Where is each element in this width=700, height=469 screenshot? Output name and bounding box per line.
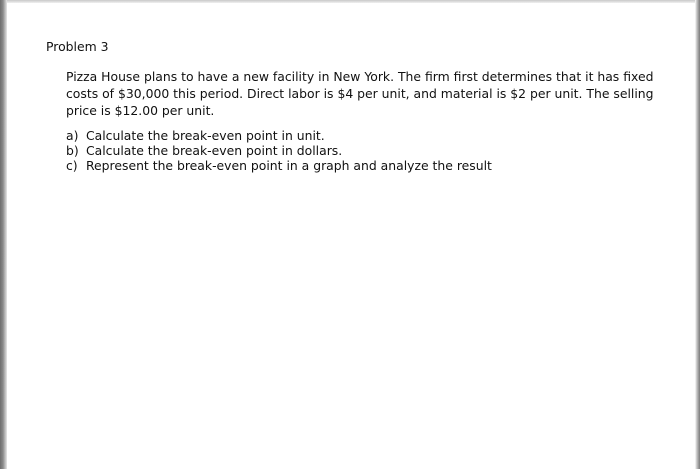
question-text: Calculate the break-even point in unit.: [86, 128, 325, 143]
question-marker: c): [66, 158, 78, 173]
statement-line: costs of $30,000 this period. Direct labor is $4 per unit, and material is $2 per unit. The selling: [66, 86, 654, 101]
right-scroll-edge: [695, 0, 700, 469]
question-list: [66, 128, 666, 173]
question-text: Calculate the break-even point in dollars.: [86, 143, 343, 158]
question-text: Represent the break-even point in a graph and analyze the result: [86, 158, 492, 173]
left-scroll-edge: [0, 0, 7, 469]
statement-line: price is $12.00 per unit.: [66, 103, 215, 118]
question-item: [66, 143, 666, 158]
document-page: [46, 38, 666, 173]
question-marker: b): [66, 143, 79, 158]
statement-line: Pizza House plans to have a new facility in New York. The firm first determines that it has fixed: [66, 69, 654, 84]
top-shadow: [0, 0, 700, 3]
question-marker: a): [66, 128, 79, 143]
problem-statement: [66, 68, 664, 119]
question-item: [66, 128, 666, 143]
question-item: [66, 158, 666, 173]
problem-title: Problem 3: [46, 39, 109, 54]
